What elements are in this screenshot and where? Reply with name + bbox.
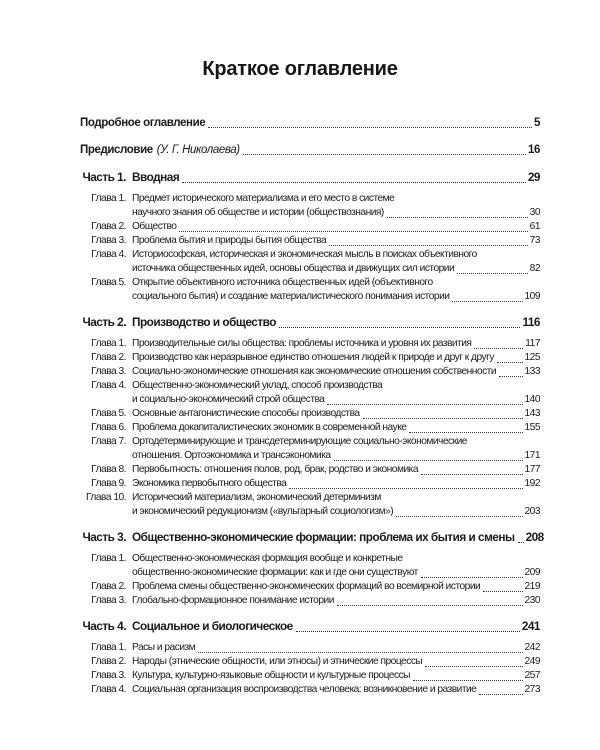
chapter-last-line <box>132 641 540 655</box>
page-number: 82 <box>529 263 540 274</box>
dot-leader <box>387 217 528 218</box>
page-number: 177 <box>524 464 540 475</box>
part-title-row <box>132 170 540 185</box>
chapter-entry <box>80 477 540 491</box>
chapter-label: Глава 4. <box>91 684 126 695</box>
chapter-text <box>132 594 540 608</box>
chapter-entry <box>80 379 540 407</box>
part-section <box>80 170 540 304</box>
chapter-entry <box>80 351 540 365</box>
dot-leader <box>396 516 522 517</box>
chapter-line: Проблема смены общественно-экономических формаций во всемирной истории <box>132 581 481 592</box>
chapter-entry <box>80 552 540 580</box>
chapter-line: Первобытность: отношения полов, род, брак, родство и экономика <box>132 464 419 475</box>
part-header <box>80 530 544 545</box>
chapter-line: Производительные силы общества: проблемы источника и уровня их развития <box>132 338 472 349</box>
chapter-last-line <box>132 220 540 234</box>
front-matter-title: Подробное оглавление <box>80 117 206 129</box>
part-title-line <box>132 170 540 185</box>
page-number: 133 <box>524 366 540 377</box>
page-number: 140 <box>524 394 540 405</box>
dot-leader <box>452 301 522 302</box>
chapter-text <box>132 435 540 463</box>
chapter-line: Проблема докапиталистических экономик в современной науке <box>132 422 407 433</box>
dot-leader <box>337 605 523 606</box>
chapter-line: Общественно-экономическая формация вообще и конкретные <box>132 553 403 564</box>
chapter-line: социального бытия) и создание материалистического понимания истории <box>132 291 450 302</box>
chapter-label: Глава 10. <box>85 492 126 503</box>
part-title: Вводная <box>132 170 180 184</box>
part-title: Социальное и биологическое <box>132 619 293 633</box>
chapter-text <box>132 276 540 304</box>
page-number: 155 <box>524 422 540 433</box>
chapter-last-line <box>132 351 540 365</box>
part-header <box>80 170 540 185</box>
chapter-text <box>132 552 540 580</box>
part-title-row <box>132 530 544 545</box>
chapter-label: Глава 1. <box>91 553 126 564</box>
page-number: 273 <box>524 684 540 695</box>
page-number: 192 <box>524 478 540 489</box>
part-header <box>80 315 540 330</box>
page-number: 109 <box>524 291 540 302</box>
chapter-text <box>132 379 540 407</box>
page-number: 171 <box>524 450 540 461</box>
page-number: 249 <box>524 656 540 667</box>
part-section <box>80 530 544 608</box>
chapter-last-line <box>132 407 540 421</box>
front-matter-author-note: (У. Г. Николаева) <box>156 144 240 156</box>
chapter-line: Производство как неразрывное единство отношения людей к природе и друг к другу <box>132 352 494 363</box>
chapter-entry <box>80 683 540 697</box>
page-number: 16 <box>528 144 540 156</box>
dot-leader <box>457 273 527 274</box>
chapter-last-line <box>132 463 540 477</box>
page-number: 143 <box>524 408 540 419</box>
chapter-label: Глава 9. <box>91 478 126 489</box>
dot-leader <box>479 694 522 695</box>
chapter-label: Глава 2. <box>91 221 126 232</box>
chapter-line: Социальная организация воспроизводства человека: возникновение и развитие <box>132 684 477 695</box>
chapter-last-line <box>132 393 540 407</box>
chapter-line: Глобально-формационное понимание истории <box>132 595 334 606</box>
chapter-label: Глава 5. <box>91 277 126 288</box>
chapter-label: Глава 1. <box>91 642 126 653</box>
chapter-text <box>132 365 540 379</box>
chapter-line: Исторический материализм, экономический детерминизм <box>132 492 381 503</box>
page-number: 61 <box>529 221 540 232</box>
chapter-last-line <box>132 669 540 683</box>
page-number: 208 <box>525 530 544 544</box>
page-number: 203 <box>524 506 540 517</box>
chapter-text <box>132 683 540 697</box>
dot-leader <box>497 362 523 363</box>
chapter-last-line <box>132 290 540 304</box>
chapter-line: Экономика первобытного общества <box>132 478 287 489</box>
chapter-last-line <box>132 421 540 435</box>
chapter-last-line <box>132 566 540 580</box>
chapter-line: Общество <box>132 221 177 232</box>
dot-leader <box>289 488 522 489</box>
chapter-line: научного знания об обществе и истории (обществознания) <box>132 207 384 218</box>
chapter-text <box>132 669 540 683</box>
chapter-text <box>132 655 540 669</box>
part-title-line <box>132 619 540 634</box>
chapter-entry <box>80 641 540 655</box>
chapter-last-line <box>132 580 540 594</box>
dot-leader <box>483 591 522 592</box>
page-number: 117 <box>525 338 540 349</box>
chapter-line: Культура, культурно-языковые общности и культурные процессы <box>132 670 410 681</box>
chapter-label: Глава 2. <box>91 352 126 363</box>
chapter-label: Глава 4. <box>91 380 126 391</box>
page-number: 116 <box>522 315 540 329</box>
chapter-text <box>132 192 540 220</box>
part-title-row <box>132 619 540 634</box>
part-label: Часть 1. <box>82 170 126 184</box>
dot-leader <box>208 127 532 128</box>
page-number: 257 <box>524 670 540 681</box>
part-section <box>80 315 540 519</box>
chapter-entry <box>80 220 540 234</box>
chapter-entry <box>80 491 540 519</box>
dot-leader <box>334 460 523 461</box>
chapter-line: общественно-экономические формации: как и где они существуют <box>132 567 418 578</box>
chapter-label: Глава 6. <box>91 422 126 433</box>
dot-leader <box>409 432 522 433</box>
chapter-line: и социально-экономический строй общества <box>132 394 325 405</box>
dot-leader <box>518 542 524 543</box>
part-label: Часть 4. <box>82 619 126 633</box>
chapter-line: Ортодетерминирующие и трансдетерминирующие социально-экономические <box>132 436 467 447</box>
part-title: Общественно-экономические формации: проблема их бытия и смены <box>132 530 515 544</box>
chapter-line: Предмет исторического материализма и его место в системе <box>132 193 395 204</box>
page-number: 125 <box>524 352 540 363</box>
dot-leader <box>329 245 528 246</box>
chapter-last-line <box>132 477 540 491</box>
chapter-label: Глава 2. <box>91 656 126 667</box>
dot-leader <box>413 680 523 681</box>
chapter-label: Глава 5. <box>91 408 126 419</box>
chapter-label: Глава 3. <box>91 670 126 681</box>
chapter-text <box>132 351 540 365</box>
page-number: 219 <box>524 581 540 592</box>
chapter-last-line <box>132 337 540 351</box>
front-matter-row <box>80 116 540 130</box>
chapter-entry <box>80 248 540 276</box>
chapter-entry <box>80 655 540 669</box>
chapter-text <box>132 421 540 435</box>
chapter-line: отношения. Ортоэкономика и трансэкономика <box>132 450 331 461</box>
dot-leader <box>363 418 523 419</box>
page-number: 230 <box>524 595 540 606</box>
part-label: Часть 3. <box>82 530 126 544</box>
chapter-entry <box>80 421 540 435</box>
dot-leader <box>499 376 522 377</box>
chapter-label: Глава 1. <box>91 193 126 204</box>
page-number: 241 <box>521 619 540 633</box>
toc-parts <box>80 170 544 697</box>
dot-leader <box>182 182 526 183</box>
chapter-label: Глава 1. <box>91 338 126 349</box>
chapter-text <box>132 234 540 248</box>
chapter-entry <box>80 435 540 463</box>
chapter-text <box>132 580 540 594</box>
chapter-last-line <box>132 505 540 519</box>
chapter-text <box>132 337 540 351</box>
front-matter-row <box>80 143 540 157</box>
page-number: 30 <box>529 207 540 218</box>
chapter-last-line <box>132 449 540 463</box>
chapter-entry <box>80 594 540 608</box>
chapter-last-line <box>132 365 540 379</box>
dot-leader <box>243 154 526 155</box>
chapter-line: Расы и расизм <box>132 642 196 653</box>
chapter-entry <box>80 463 540 477</box>
page-title: Краткое оглавление <box>202 58 398 80</box>
chapter-line: Общественно-экономический уклад, способ производства <box>132 380 383 391</box>
dot-leader <box>279 327 521 328</box>
part-header <box>80 619 540 634</box>
chapter-entry <box>80 192 540 220</box>
chapter-line: Историософская, историческая и экономическая мысль в поисках объективного <box>132 249 477 260</box>
part-section <box>80 619 540 697</box>
chapter-entry <box>80 580 540 594</box>
chapter-text <box>132 220 540 234</box>
chapter-line: и экономический редукционизм («вульгарный социологизм») <box>132 506 394 517</box>
dot-leader <box>198 652 522 653</box>
chapter-last-line <box>132 594 540 608</box>
part-title-row <box>132 315 540 330</box>
chapter-text <box>132 463 540 477</box>
chapter-line: Социально-экономические отношения как экономические отношения собственности <box>132 366 497 377</box>
page-number: 29 <box>527 170 540 184</box>
chapter-entry <box>80 234 540 248</box>
table-of-contents <box>80 116 544 697</box>
dot-leader <box>179 231 527 232</box>
chapter-text <box>132 477 540 491</box>
front-matter-title: Предисловие <box>80 144 153 156</box>
chapter-label: Глава 2. <box>91 581 126 592</box>
dot-leader <box>296 631 520 632</box>
chapter-label: Глава 3. <box>91 366 126 377</box>
chapter-entry <box>80 337 540 351</box>
part-title-line <box>132 315 540 330</box>
chapter-line: Открытие объективного источника общественных идей (объективного <box>132 277 433 288</box>
chapter-line: Народы (этнические общности, или этносы) и этнические процессы <box>132 656 423 667</box>
chapter-label: Глава 3. <box>91 235 126 246</box>
chapter-last-line <box>132 234 540 248</box>
chapter-last-line <box>132 206 540 220</box>
chapter-text <box>132 407 540 421</box>
dot-leader <box>421 577 523 578</box>
chapter-text <box>132 491 540 519</box>
chapter-line: источника общественных идей, основы общества и движущих сил истории <box>132 263 455 274</box>
part-title-line <box>132 530 544 545</box>
page-number: 209 <box>524 567 540 578</box>
chapter-label: Глава 3. <box>91 595 126 606</box>
page-number: 73 <box>529 235 540 246</box>
dot-leader <box>425 666 522 667</box>
chapter-entry <box>80 669 540 683</box>
chapter-entry <box>80 276 540 304</box>
chapter-line: Проблема бытия и природы бытия общества <box>132 235 327 246</box>
dot-leader <box>421 474 522 475</box>
part-label: Часть 2. <box>82 315 126 329</box>
dot-leader <box>474 348 523 349</box>
chapter-text <box>132 248 540 276</box>
part-title: Производство и общество <box>132 315 276 329</box>
chapter-last-line <box>132 655 540 669</box>
chapter-last-line <box>132 683 540 697</box>
chapter-label: Глава 4. <box>91 249 126 260</box>
chapter-last-line <box>132 262 540 276</box>
chapter-line: Основные антагонистические способы производства <box>132 408 360 419</box>
chapter-text <box>132 641 540 655</box>
page-number: 5 <box>534 117 540 129</box>
chapter-label: Глава 7. <box>91 436 126 447</box>
chapter-label: Глава 8. <box>91 464 126 475</box>
dot-leader <box>327 404 522 405</box>
chapter-entry <box>80 407 540 421</box>
page-number: 242 <box>524 642 540 653</box>
chapter-entry <box>80 365 540 379</box>
